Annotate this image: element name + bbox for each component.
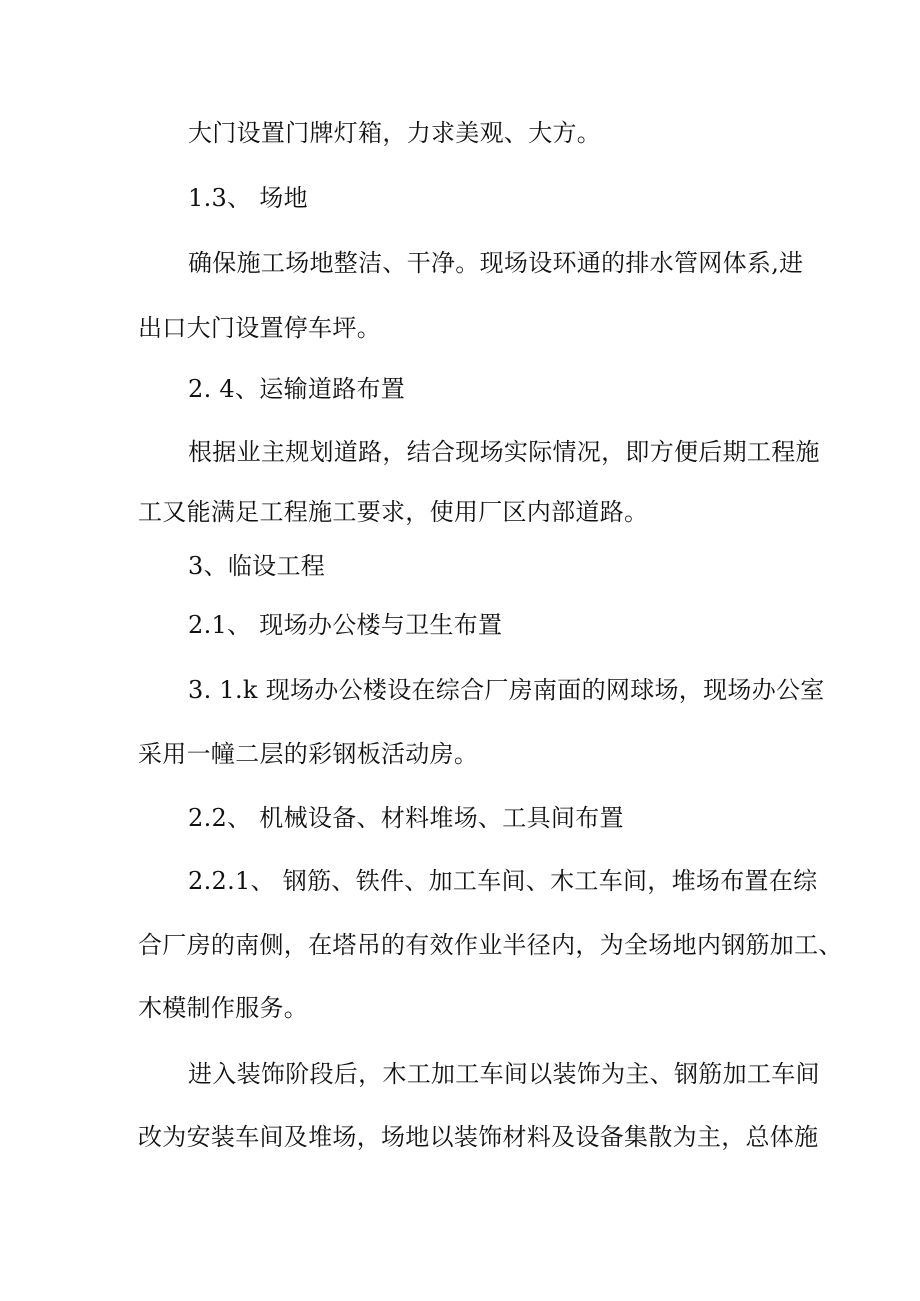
section-heading-1-3: 1.3、 场地 [188,184,308,212]
paragraph-line-11: 采用一幢二层的彩钢板活动房。 [138,740,479,768]
paragraph-line-7: 工又能满足工程施工要求，使用厂区内部道路。 [138,498,649,526]
section-heading-2-4: 2. 4、运输道路布置 [188,375,406,403]
paragraph-line-3: 确保施工场地整洁、干净。现场设环通的排水管网体系,进 [188,249,804,277]
section-heading-2-2: 2.2、 机械设备、材料堆场、工具间布置 [188,804,624,832]
paragraph-line-1: 大门设置门牌灯箱，力求美观、大方。 [188,119,602,147]
paragraph-line-6: 根据业主规划道路，结合现场实际情况，即方便后期工程施 [188,438,820,466]
section-heading-2-1: 2.1、 现场办公楼与卫生布置 [188,611,503,639]
section-heading-3: 3、临设工程 [188,552,326,580]
paragraph-line-15: 木模制作服务。 [138,994,309,1022]
paragraph-line-14: 合厂房的南侧，在塔吊的有效作业半径内，为全场地内钢筋加工、 [138,931,843,959]
paragraph-line-16: 进入装饰阶段后，木工加工车间以装饰为主、钢筋加工车间 [188,1060,820,1088]
paragraph-line-17: 改为安装车间及堆场，场地以装饰材料及设备集散为主，总体施 [138,1123,819,1151]
paragraph-line-10: 3. 1.k 现场办公楼设在综合厂房南面的网球场，现场办公室 [188,676,825,704]
paragraph-line-4: 出口大门设置停车坪。 [138,314,381,342]
paragraph-line-13: 2.2.1、 钢筋、铁件、加工车间、木工车间，堆场布置在综 [188,867,818,895]
